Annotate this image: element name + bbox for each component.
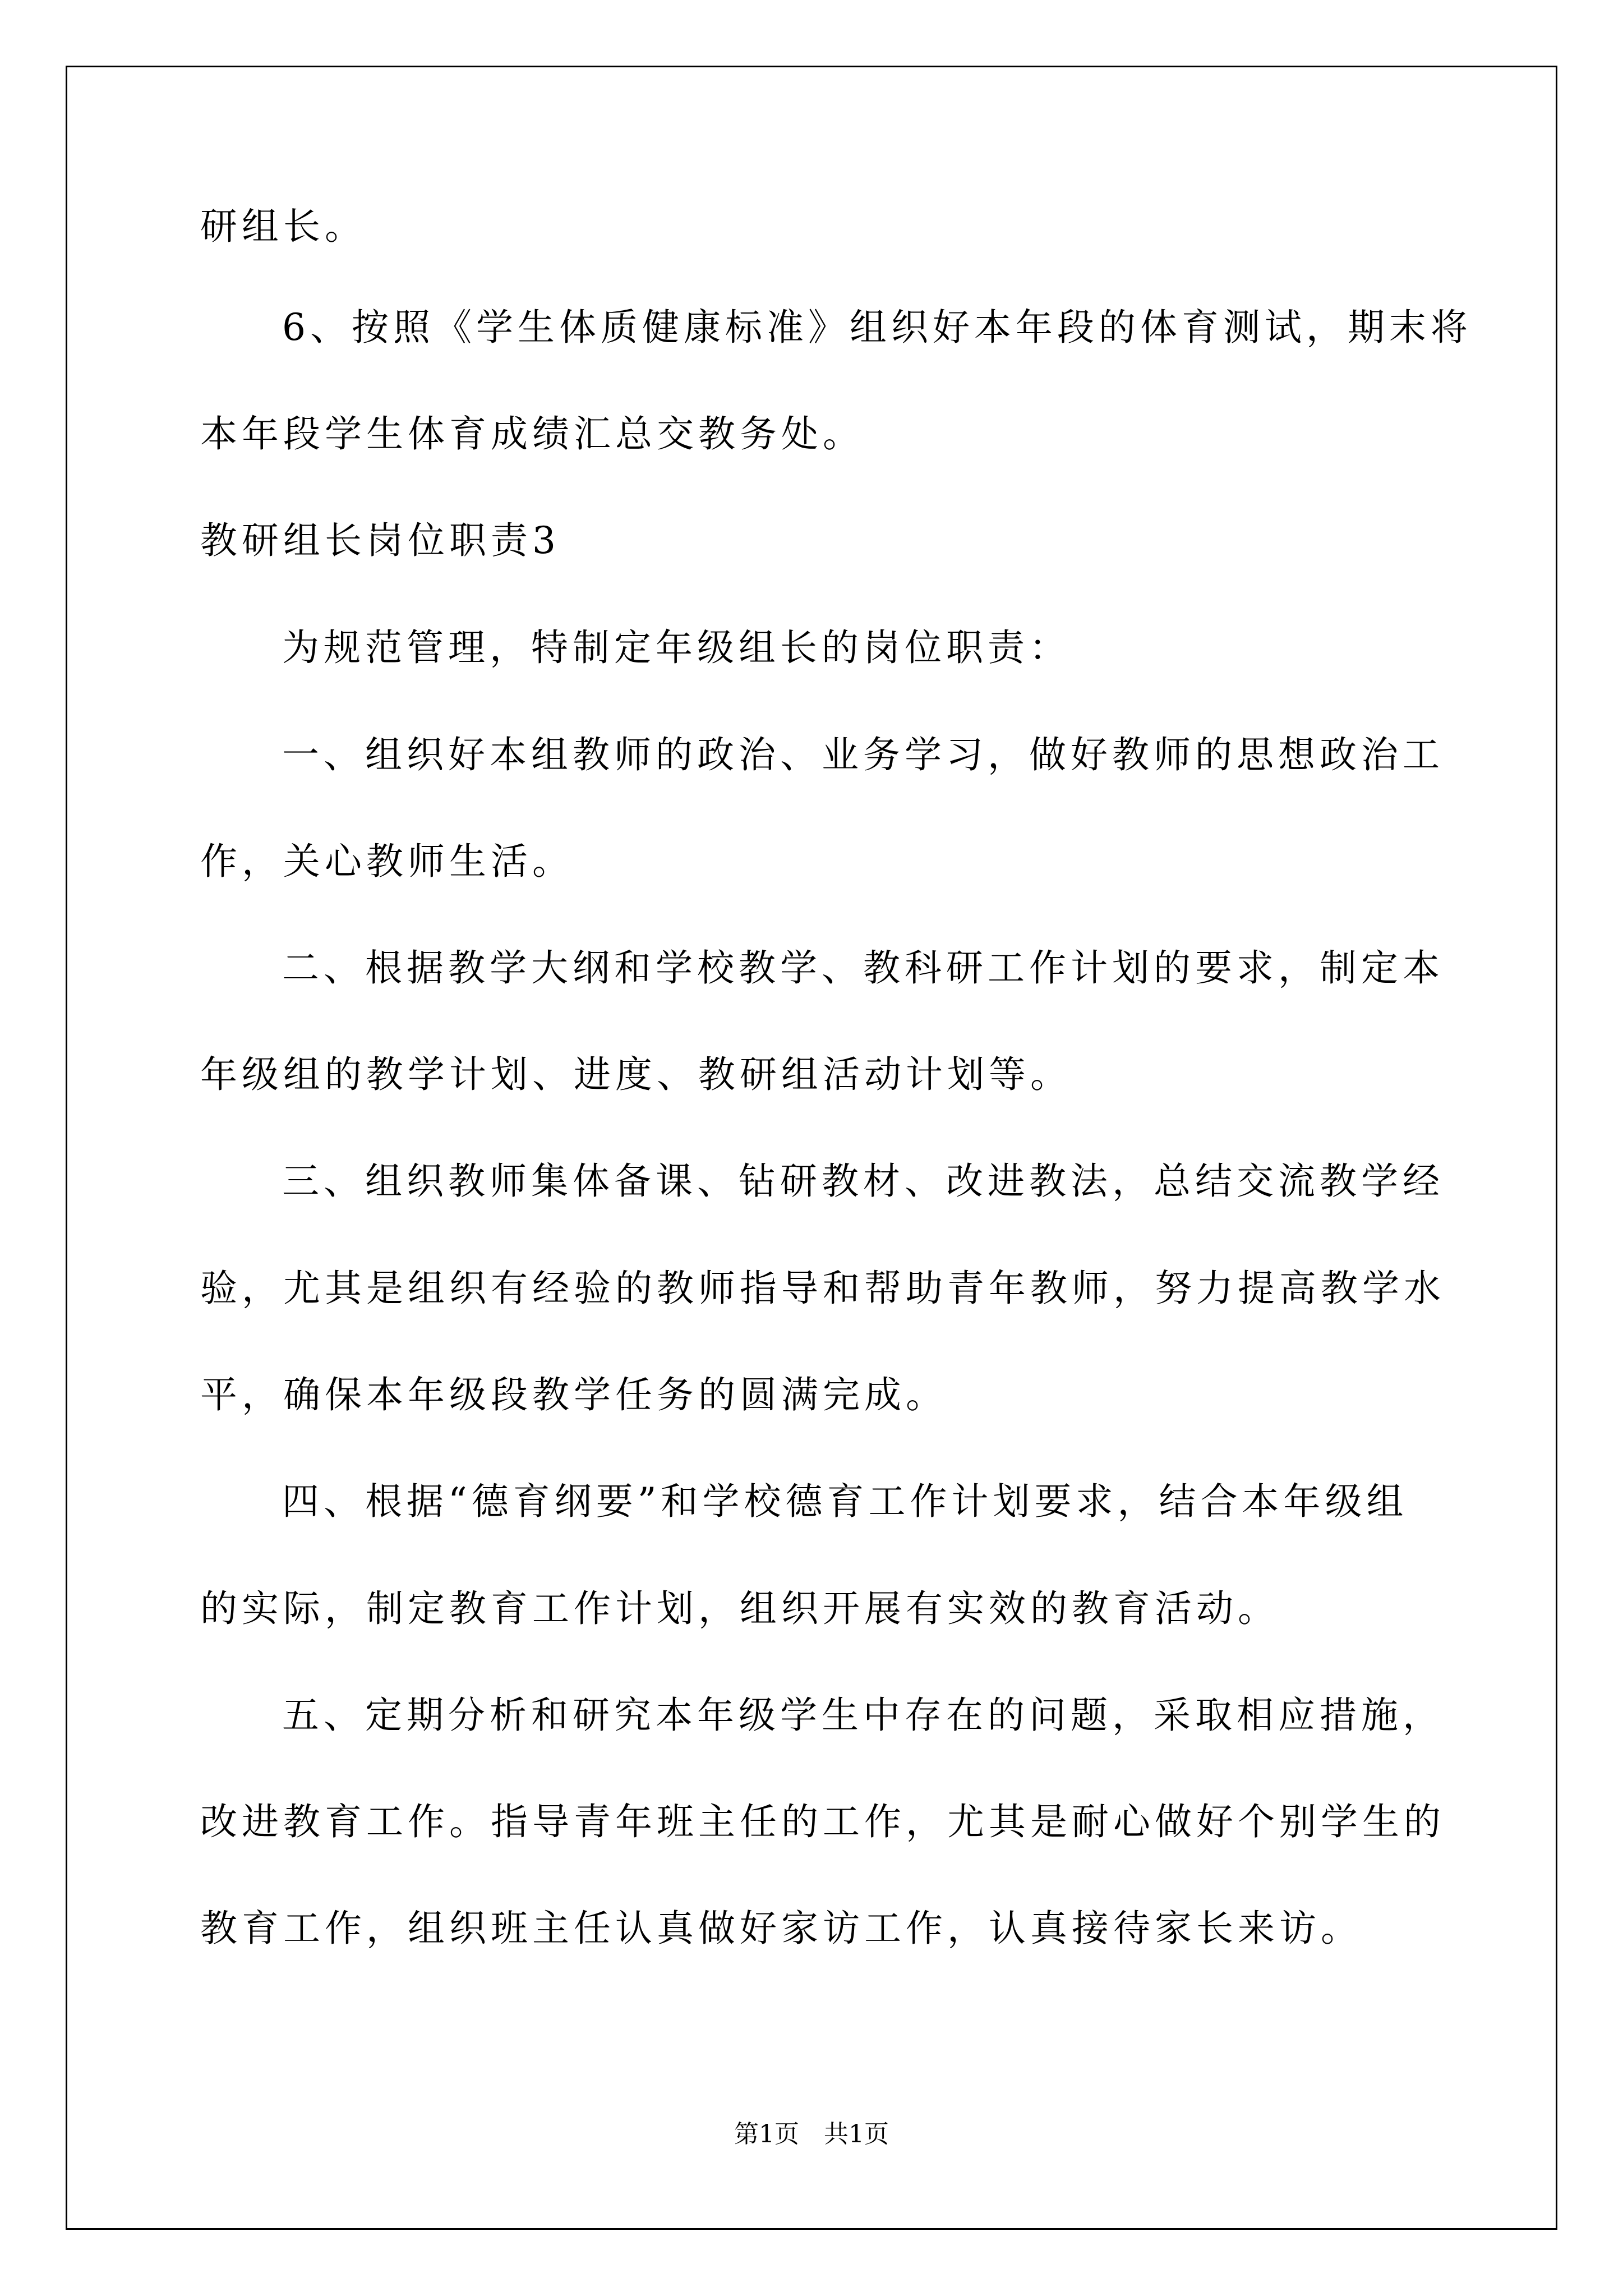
page-border xyxy=(66,66,1557,2230)
page-number: 第1页 共1页 xyxy=(734,2120,889,2148)
text-line: 为规范管理，特制定年级组长的岗位职责： xyxy=(282,626,1071,669)
section-heading: 教研组长岗位职责3 xyxy=(200,519,560,562)
text-line: 一、组织好本组教师的政治、业务学习，做好教师的思想政治工 xyxy=(282,733,1444,776)
text-line: 本年段学生体育成绩汇总交教务处。 xyxy=(200,412,864,455)
text-line: 验，尤其是组织有经验的教师指导和帮助青年教师，努力提高教学水 xyxy=(200,1267,1445,1310)
text-line: 二、根据教学大纲和学校教学、教科研工作计划的要求，制定本 xyxy=(282,946,1444,990)
text-line: 五、定期分析和研究本年级学生中存在的问题，采取相应措施， xyxy=(282,1694,1444,1737)
text-line: 研组长。 xyxy=(200,205,366,248)
text-line: 平，确保本年级段教学任务的圆满完成。 xyxy=(200,1373,947,1416)
text-line: 6、按照《学生体质健康标准》组织好本年段的体育测试，期末将 xyxy=(282,306,1472,349)
text-line: 教育工作，组织班主任认真做好家访工作，认真接待家长来访。 xyxy=(200,1907,1362,1950)
text-line: 作，关心教师生活。 xyxy=(200,840,574,883)
text-line: 三、组织教师集体备课、钻研教材、改进教法，总结交流教学经 xyxy=(282,1159,1444,1203)
text-line: 的实际，制定教育工作计划，组织开展有实效的教育活动。 xyxy=(200,1587,1279,1630)
text-line: 四、根据“德育纲要”和学校德育工作计划要求，结合本年级组 xyxy=(282,1480,1408,1523)
text-line: 年级组的教学计划、进度、教研组活动计划等。 xyxy=(200,1053,1072,1096)
text-line: 改进教育工作。指导青年班主任的工作，尤其是耐心做好个别学生的 xyxy=(200,1800,1445,1843)
